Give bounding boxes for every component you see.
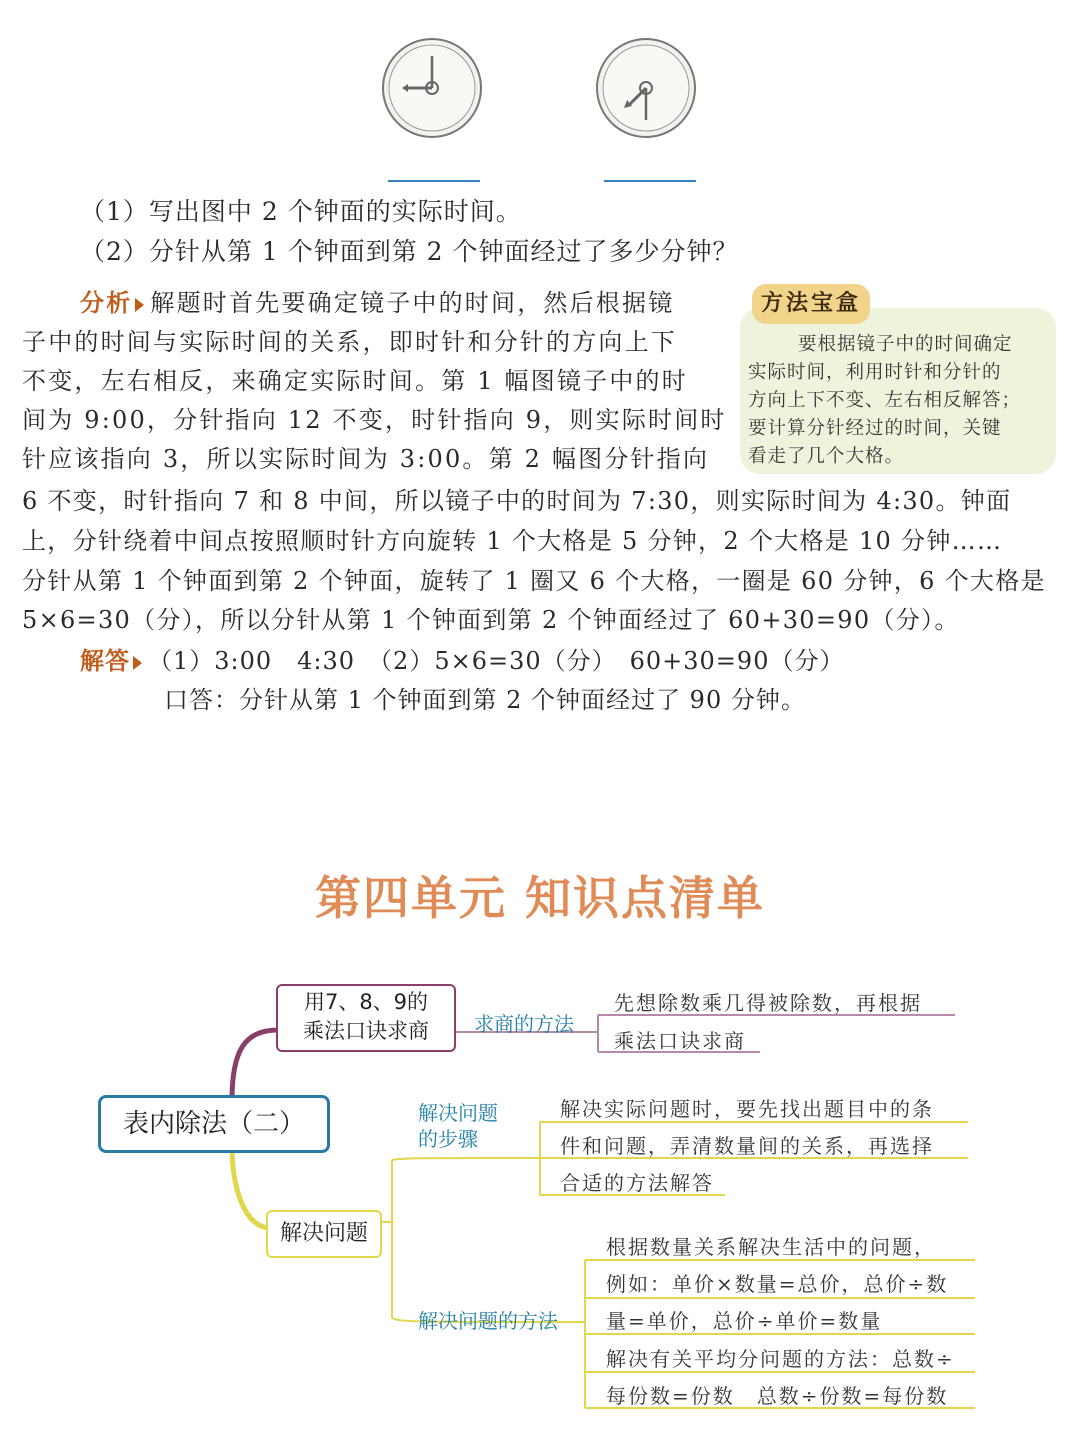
steps-text-2: 件和问题，弄清数量间的关系，再选择 <box>560 1134 934 1158</box>
method-label: 解决问题的方法 <box>418 1309 558 1333</box>
tip-line-5: 看走了几个大格。 <box>748 446 905 467</box>
clock-2-icon <box>594 36 698 140</box>
mindmap-branch-problem-solving: 解决问题 <box>266 1210 382 1258</box>
method-text-1: 根据数量关系解决生活中的问题， <box>606 1235 936 1259</box>
method-text-5: 每份数=份数 总数÷份数=每份数 <box>606 1384 949 1408</box>
analysis-line-5: 针应该指向 3，所以实际时间为 3:00。第 2 幅图分针指向 <box>22 445 710 473</box>
mirror-clock-2 <box>594 36 698 144</box>
unit-title: 第四单元 知识点清单 <box>314 871 765 925</box>
steps-label <box>418 1100 498 1152</box>
answer-blank-2[interactable] <box>604 180 696 182</box>
arrow-right-icon <box>133 656 142 670</box>
analysis-line-2: 子中的时间与实际时间的关系，即时针和分针的方向上下 <box>22 328 677 356</box>
mirror-clock-1 <box>380 36 484 144</box>
answer-blank-1[interactable] <box>388 180 480 182</box>
tip-line-1: 要根据镜子中的时间确定 <box>798 334 1013 355</box>
answer-tag: 解答 <box>80 647 130 675</box>
tip-line-3: 方向上下不变、左右相反解答； <box>748 390 1022 411</box>
analysis-tag: 分析 <box>80 289 133 317</box>
branch1-title-line1: 用7、8、9的 <box>303 990 429 1014</box>
analysis-line-3: 不变，左右相反，来确定实际时间。第 1 幅图镜子中的时 <box>22 367 688 395</box>
mindmap-branch-multiplication <box>276 984 456 1052</box>
branch1-title-line2: 乘法口诀求商 <box>303 1019 429 1043</box>
question-2: （2）分针从第 1 个钟面到第 2 个钟面经过了多少分钟？ <box>80 237 739 266</box>
mindmap-root: 表内除法（二） <box>98 1095 330 1153</box>
method-text-2: 例如：单价×数量=总价，总价÷数 <box>606 1272 949 1296</box>
branch1-text-1: 先想除数乘几得被除数，再根据 <box>614 991 922 1015</box>
answer-line-2: 口答：分针从第 1 个钟面到第 2 个钟面经过了 90 分钟。 <box>164 686 806 714</box>
arrow-right-icon <box>135 298 144 312</box>
analysis-line-4: 间为 9:00，分针指向 12 不变，时针指向 9，则实际时间时 <box>22 406 727 434</box>
analysis-line-1: 分析 解题时首先要确定镜子中的时间，然后根据镜 <box>80 289 675 317</box>
method-tip-title: 方法宝盒 <box>752 284 870 324</box>
steps-text-3: 合适的方法解答 <box>560 1171 714 1195</box>
method-text-3: 量=单价，总价÷单价=数量 <box>606 1309 883 1333</box>
steps-label-line1: 解决问题 <box>418 1101 498 1125</box>
clock-1-icon <box>380 36 484 140</box>
method-text-4: 解决有关平均分问题的方法：总数÷ <box>606 1347 955 1371</box>
steps-text-1: 解决实际问题时，要先找出题目中的条 <box>560 1097 934 1121</box>
analysis-line-9: 5×6=30（分），所以分针从第 1 个钟面到第 2 个钟面经过了 60+30=90（分）。 <box>22 606 960 634</box>
tip-line-4: 要计算分针经过的时间，关键 <box>748 418 1002 439</box>
answer-line-1: 解答 （1）3:00 4:30 （2）5×6=30（分） 60+30=90（分） <box>80 647 845 675</box>
analysis-line-8: 分针从第 1 个钟面到第 2 个钟面，旋转了 1 圈又 6 个大格，一圈是 60 分钟，6 个大格是 <box>22 567 1046 595</box>
branch1-label: 求商的方法 <box>474 1012 574 1036</box>
question-1: （1）写出图中 2 个钟面的实际时间。 <box>80 197 522 226</box>
analysis-line-7: 上，分针绕着中间点按照顺时针方向旋转 1 个大格是 5 分钟，2 个大格是 10 分钟…… <box>22 527 1003 555</box>
steps-label-line2: 的步骤 <box>418 1127 478 1151</box>
analysis-line-6: 6 不变，时针指向 7 和 8 中间，所以镜子中的时间为 7:30，则实际时间为 4:30。钟面 <box>22 487 1012 515</box>
branch1-text-2: 乘法口诀求商 <box>614 1029 746 1053</box>
tip-line-2: 实际时间，利用时针和分针的 <box>748 362 1002 383</box>
